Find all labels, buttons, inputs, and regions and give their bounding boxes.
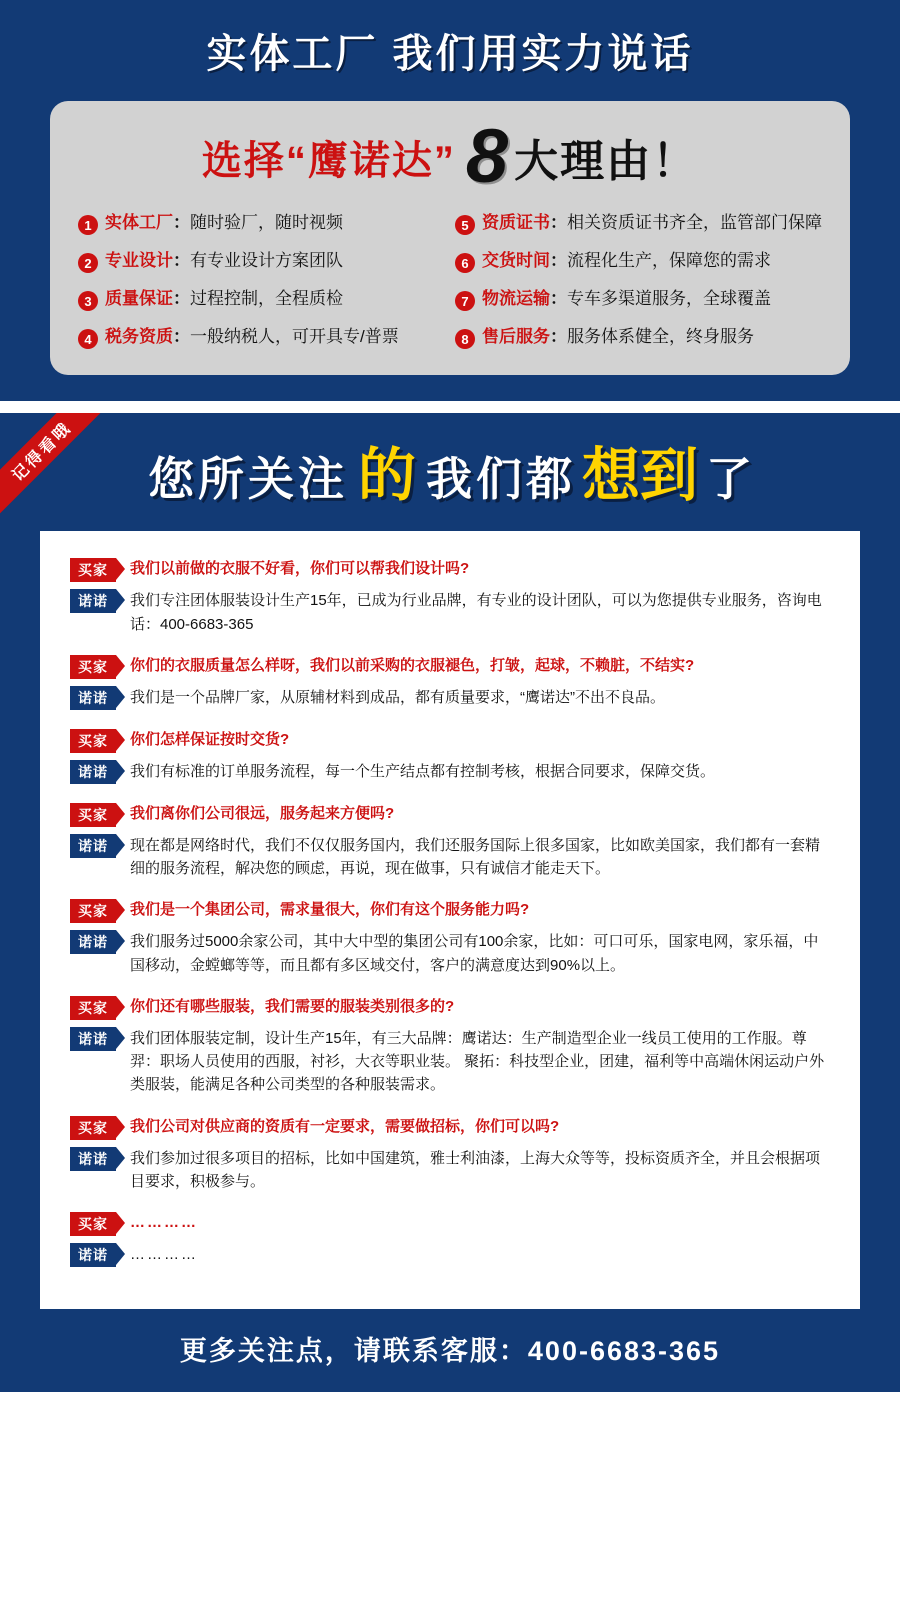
answer-line [70, 833, 830, 881]
answer-text: 我们参加过很多项目的招标，比如中国建筑，雅士利油漆，上海大众等等，投标资质齐全，并且会根据项目要求，积极参与。 [130, 1149, 821, 1190]
qa-group [70, 557, 830, 636]
reason-key: 售后服务 [482, 327, 550, 347]
corner-ribbon: 记得看哦 [0, 413, 105, 514]
nuo-tag: 诺诺 [70, 834, 116, 858]
footer-contact: 更多关注点，请联系客服：400-6683-365 [179, 1336, 721, 1367]
answer-text: 我们专注团体服装设计生产15年，已成为行业品牌，有专业的设计团队，可以为您提供专业服务，咨询电话：400-6683-365 [130, 592, 822, 633]
question-text: 我们是一个集团公司，需求量很大，你们有这个服务能力吗? [130, 901, 530, 919]
buyer-tag: 买家 [70, 558, 116, 582]
answer-line [70, 1026, 830, 1097]
reason-value: 一般纳税人，可开具专/普票 [190, 327, 399, 347]
question-line [70, 1115, 830, 1140]
question-line [70, 898, 830, 923]
reason-item: 2 专业设计：有专业设计方案团队 [78, 251, 445, 273]
reason-item: 5 资质证书：相关资质证书齐全，监管部门保障 [455, 213, 822, 235]
answer-line [70, 759, 830, 784]
question-text: 我们以前做的衣服不好看，你们可以帮我们设计吗? [130, 560, 470, 578]
nuo-tag: 诺诺 [70, 589, 116, 613]
question-line [70, 728, 830, 753]
qa-box [40, 531, 860, 1309]
reason-value: 专车多渠道服务，全球覆盖 [567, 289, 771, 309]
question-text: 你们还有哪些服装，我们需要的服装类别很多的? [130, 997, 455, 1015]
nuo-tag: 诺诺 [70, 1147, 116, 1171]
reasons-headline [78, 114, 822, 199]
faq-title-part-4: 想到 [582, 443, 699, 509]
section-divider [0, 401, 900, 413]
question-text: 你们的衣服质量怎么样呀，我们以前采购的衣服褪色，打皱，起球，不赖脏，不结实? [130, 656, 695, 674]
reason-number: 1 [78, 215, 98, 235]
question-text: 我们离你们公司很远，服务起来方便吗? [130, 804, 395, 822]
reason-key: 质量保证 [105, 289, 173, 309]
headline-black: 大理由！ [514, 137, 699, 187]
reason-value: 过程控制，全程质检 [190, 289, 343, 309]
nuo-tag: 诺诺 [70, 760, 116, 784]
reason-value: 有专业设计方案团队 [190, 251, 343, 271]
reason-number: 5 [455, 215, 475, 235]
question-text: ………… [130, 1214, 198, 1232]
qa-group [70, 1211, 830, 1267]
answer-text: 我们有标准的订单服务流程，每一个生产结点都有控制考核，根据合同要求，保障交货。 [130, 762, 716, 780]
reason-key: 税务资质 [105, 327, 173, 347]
reason-item: 1 实体工厂：随时验厂，随时视频 [78, 213, 445, 235]
qa-group [70, 654, 830, 710]
nuo-tag: 诺诺 [70, 930, 116, 954]
reasons-box [50, 101, 850, 375]
reason-item: 8 售后服务：服务体系健全，终身服务 [455, 327, 822, 349]
qa-group [70, 1115, 830, 1194]
reason-number: 4 [78, 329, 98, 349]
footer-bar [0, 1309, 900, 1392]
banner-title: 实体工厂 我们用实力说话 [206, 32, 694, 76]
faq-title-part-1: 您所关注 [147, 453, 348, 506]
buyer-tag: 买家 [70, 655, 116, 679]
question-text: 我们公司对供应商的资质有一定要求，需要做招标，你们可以吗? [130, 1117, 560, 1135]
buyer-tag: 买家 [70, 729, 116, 753]
answer-line [70, 929, 830, 977]
reason-key: 实体工厂 [105, 213, 173, 233]
buyer-tag: 买家 [70, 803, 116, 827]
qa-group [70, 728, 830, 784]
answer-text: 我们是一个品牌厂家，从原辅材料到成品，都有质量要求，“鹰诺达”不出不良品。 [130, 688, 665, 706]
reason-item: 3 质量保证：过程控制，全程质检 [78, 289, 445, 311]
reason-value: 服务体系健全，终身服务 [567, 327, 754, 347]
reason-value: 相关资质证书齐全，监管部门保障 [567, 213, 822, 233]
headline-number: 8 [465, 114, 509, 199]
nuo-tag: 诺诺 [70, 1027, 116, 1051]
answer-text: 我们团体服装定制，设计生产15年，有三大品牌：鹰诺达：生产制造型企业一线员工使用的工作服。尊羿：职场人员使用的西服，衬衫，大衣等职业装。 聚拓：科技型企业，团建，福利等中高端休闲运动户外类服装，能满足各种公司类型的各种服装需求。 [130, 1029, 825, 1094]
buyer-tag: 买家 [70, 899, 116, 923]
answer-text: 我们服务过5000余家公司，其中大中型的集团公司有100余家，比如：可口可乐，国家电网，家乐福，中国移动，金螳螂等等，而且都有多区域交付，客户的满意度达到90%以上。 [130, 933, 819, 974]
headline-red: 选择“鹰诺达” [201, 138, 456, 183]
reason-number: 2 [78, 253, 98, 273]
answer-text: ………… [130, 1246, 198, 1264]
reason-item: 7 物流运输：专车多渠道服务，全球覆盖 [455, 289, 822, 311]
qa-group [70, 995, 830, 1097]
faq-title-part-2: 的 [357, 443, 416, 509]
reason-key: 资质证书 [482, 213, 550, 233]
answer-line [70, 1146, 830, 1194]
answer-line [70, 1242, 830, 1267]
buyer-tag: 买家 [70, 1212, 116, 1236]
reasons-section [0, 0, 900, 401]
answer-text: 现在都是网络时代，我们不仅仅服务国内，我们还服务国际上很多国家，比如欧美国家，我们都有一套精细的服务流程，解决您的顾虑，再说，现在做事，只有诚信才能走天下。 [130, 836, 821, 878]
question-line [70, 802, 830, 827]
buyer-tag: 买家 [70, 996, 116, 1020]
answer-line [70, 685, 830, 710]
reason-item: 4 税务资质：一般纳税人，可开具专/普票 [78, 327, 445, 349]
nuo-tag: 诺诺 [70, 1243, 116, 1267]
reason-value: 流程化生产，保障您的需求 [567, 251, 771, 271]
reason-number: 7 [455, 291, 475, 311]
qa-group [70, 802, 830, 881]
question-line [70, 1211, 830, 1236]
reason-value: 随时验厂，随时视频 [190, 213, 343, 233]
reason-item: 6 交货时间：流程化生产，保障您的需求 [455, 251, 822, 273]
question-line [70, 654, 830, 679]
reason-number: 8 [455, 329, 475, 349]
reason-key: 物流运输 [482, 289, 550, 309]
reason-number: 6 [455, 253, 475, 273]
faq-section [0, 413, 900, 1392]
reason-key: 专业设计 [105, 251, 173, 271]
faq-title-part-3: 我们都 [426, 453, 576, 506]
answer-line [70, 588, 830, 636]
question-text: 你们怎样保证按时交货? [130, 730, 290, 748]
reasons-grid [78, 213, 822, 349]
question-line [70, 557, 830, 582]
question-line [70, 995, 830, 1020]
buyer-tag: 买家 [70, 1116, 116, 1140]
reason-number: 3 [78, 291, 98, 311]
qa-group [70, 898, 830, 977]
nuo-tag: 诺诺 [70, 686, 116, 710]
reason-key: 交货时间 [482, 251, 550, 271]
faq-title-part-5: 了 [706, 453, 753, 506]
faq-title [0, 443, 900, 509]
